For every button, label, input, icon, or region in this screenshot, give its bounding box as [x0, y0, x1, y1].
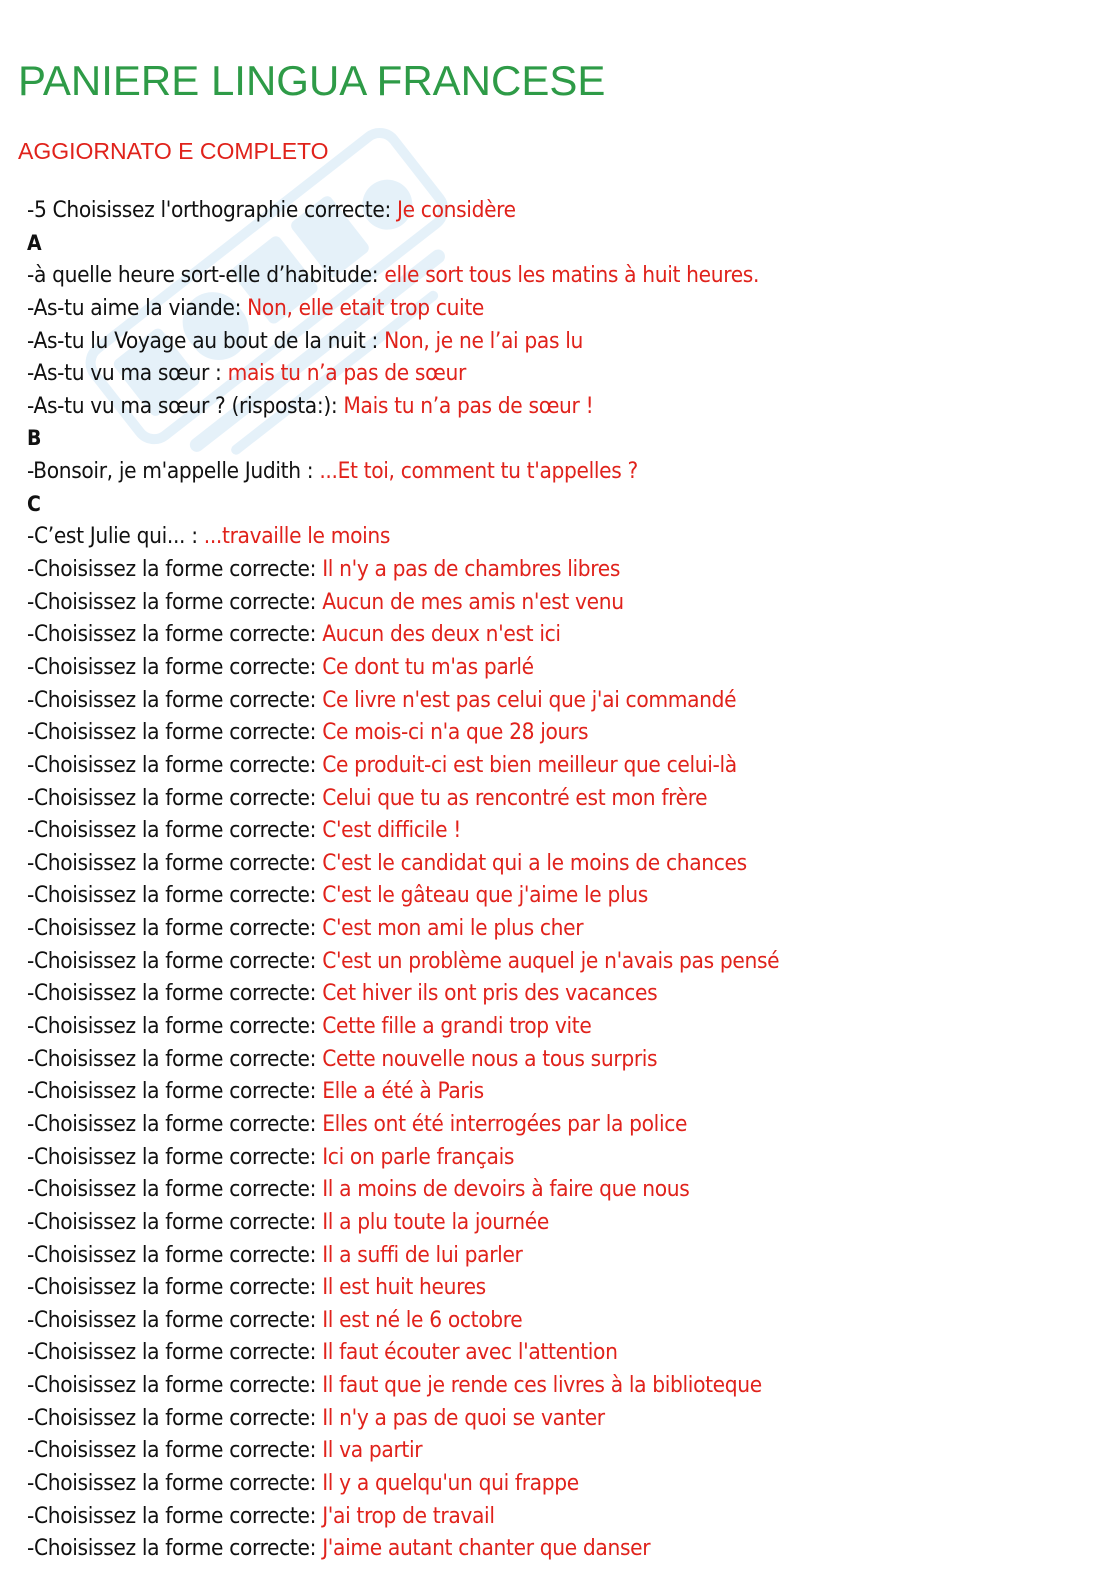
answer-text: Ce produit-ci est bien meilleur que celui-là [322, 751, 737, 778]
qa-line [27, 1532, 1107, 1565]
answer-text: Elle a été à Paris [322, 1078, 484, 1105]
qa-line [27, 553, 1107, 586]
answer-text: Cette nouvelle nous a tous surpris [322, 1045, 658, 1072]
qa-line [27, 1043, 1107, 1076]
qa-line [27, 684, 1107, 717]
qa-line [27, 912, 1107, 945]
qa-line [27, 1141, 1107, 1174]
question-text: -Choisissez la forme correcte: [27, 1013, 323, 1040]
question-text: -Choisissez la forme correcte: [27, 1372, 323, 1399]
section-heading: B [27, 426, 42, 451]
question-text: -Choisissez la forme correcte: [27, 686, 323, 713]
answer-text: Aucun des deux n'est ici [322, 621, 561, 648]
question-text: -As-tu vu ma sœur : [27, 360, 228, 387]
question-text: -5 Choisissez l'orthographie correcte: [27, 197, 397, 223]
qa-line [27, 945, 1107, 978]
question-text: -Choisissez la forme correcte: [27, 1045, 323, 1072]
qa-line [27, 292, 1107, 325]
qa-line [27, 1108, 1107, 1141]
question-text: -Choisissez la forme correcte: [27, 1110, 323, 1137]
question-text: -Choisissez la forme correcte: [27, 653, 323, 680]
question-text: -Choisissez la forme correcte: [27, 1208, 323, 1235]
answer-text: Il a plu toute la journée [322, 1208, 549, 1235]
page-subtitle: AGGIORNATO E COMPLETO [18, 138, 329, 164]
question-text: -Choisissez la forme correcte: [27, 1502, 323, 1529]
question-text: -Choisissez la forme correcte: [27, 1404, 323, 1431]
qa-line [27, 651, 1107, 684]
answer-text: Ici on parle français [322, 1143, 515, 1170]
answer-text: Il n'y a pas de chambres libres [322, 556, 621, 583]
question-text: -As-tu vu ma sœur ? (risposta:): [27, 392, 344, 419]
answer-text: C'est difficile ! [322, 817, 462, 844]
qa-line [27, 618, 1107, 651]
question-text: -Choisissez la forme correcte: [27, 947, 323, 974]
qa-line [27, 455, 1107, 488]
page-title: PANIERE LINGUA FRANCESE [18, 57, 606, 104]
question-text: -As-tu aime la viande: [27, 294, 248, 321]
question-text: -Bonsoir, je m'appelle Judith : [27, 458, 320, 485]
question-text: -Choisissez la forme correcte: [27, 1241, 323, 1268]
qa-line [27, 749, 1107, 782]
question-text: -Choisissez la forme correcte: [27, 1339, 323, 1366]
answer-text: Il y a quelqu'un qui frappe [322, 1469, 579, 1496]
answer-text: Mais tu n’a pas de sœur ! [343, 392, 594, 419]
question-text: -C’est Julie qui... : [27, 523, 204, 550]
qa-line [27, 357, 1107, 390]
qa-list [27, 194, 1107, 1565]
question-text: -Choisissez la forme correcte: [27, 1306, 323, 1333]
answer-text: Il n'y a pas de quoi se vanter [322, 1404, 605, 1431]
qa-line [27, 1434, 1107, 1467]
answer-text: Il faut que je rende ces livres à la biblioteque [322, 1372, 762, 1399]
qa-line [27, 716, 1107, 749]
answer-text: Il est huit heures [322, 1274, 486, 1301]
qa-line [27, 1010, 1107, 1043]
qa-line [27, 325, 1107, 358]
question-text: -Choisissez la forme correcte: [27, 849, 323, 876]
question-text: -Choisissez la forme correcte: [27, 1437, 323, 1464]
question-text: -à quelle heure sort-elle d’habitude: [27, 262, 385, 289]
answer-text: elle sort tous les matins à huit heures. [384, 262, 760, 289]
answer-text: Il va partir [322, 1437, 423, 1464]
answer-text: Il est né le 6 octobre [322, 1306, 523, 1333]
question-text: -Choisissez la forme correcte: [27, 784, 323, 811]
answer-text: Aucun de mes amis n'est venu [322, 588, 624, 615]
qa-line [27, 1304, 1107, 1337]
question-text: -Choisissez la forme correcte: [27, 1143, 323, 1170]
question-text: -Choisissez la forme correcte: [27, 915, 323, 942]
question-text: -Choisissez la forme correcte: [27, 1274, 323, 1301]
question-text: -Choisissez la forme correcte: [27, 751, 323, 778]
answer-text: ...Et toi, comment tu t'appelles ? [319, 458, 638, 485]
qa-line [27, 814, 1107, 847]
answer-text: Elles ont été interrogées par la police [322, 1110, 688, 1137]
qa-line [27, 1075, 1107, 1108]
question-text: -Choisissez la forme correcte: [27, 621, 323, 648]
answer-text: mais tu n’a pas de sœur [227, 360, 466, 387]
answer-text: Ce dont tu m'as parlé [322, 653, 534, 680]
answer-text: ...travaille le moins [203, 523, 391, 550]
answer-text: Non, elle etait trop cuite [247, 294, 485, 321]
qa-line [27, 194, 1107, 227]
answer-text: Il a moins de devoirs à faire que nous [322, 1176, 690, 1203]
question-text: -Choisissez la forme correcte: [27, 882, 323, 909]
qa-line [27, 1369, 1107, 1402]
answer-text: Ce mois-ci n'a que 28 jours [322, 719, 589, 746]
answer-text: J'aime autant chanter que danser [322, 1535, 651, 1562]
answer-text: C'est le candidat qui a le moins de chances [322, 849, 747, 876]
answer-text: Cette fille a grandi trop vite [322, 1013, 592, 1040]
qa-line [27, 1271, 1107, 1304]
question-text: -Choisissez la forme correcte: [27, 1078, 323, 1105]
answer-text: Il a suffi de lui parler [322, 1241, 523, 1268]
qa-line [27, 1206, 1107, 1239]
section-heading: C [27, 491, 41, 516]
qa-line [27, 1173, 1107, 1206]
question-text: -Choisissez la forme correcte: [27, 719, 323, 746]
question-text: -Choisissez la forme correcte: [27, 1176, 323, 1203]
answer-text: Celui que tu as rencontré est mon frère [322, 784, 708, 811]
qa-line [27, 782, 1107, 815]
qa-line [27, 1467, 1107, 1500]
question-text: -Choisissez la forme correcte: [27, 556, 323, 583]
answer-text: C'est un problème auquel je n'avais pas pensé [322, 947, 780, 974]
section-heading: A [27, 230, 42, 255]
question-text: -Choisissez la forme correcte: [27, 588, 323, 615]
question-text: -As-tu lu Voyage au bout de la nuit : [27, 327, 385, 354]
answer-text: C'est le gâteau que j'aime le plus [322, 882, 648, 909]
question-text: -Choisissez la forme correcte: [27, 817, 323, 844]
qa-line [27, 390, 1107, 423]
qa-line [27, 977, 1107, 1010]
answer-text: C'est mon ami le plus cher [322, 915, 584, 942]
answer-text: Ce livre n'est pas celui que j'ai commandé [322, 686, 737, 713]
qa-line [27, 1402, 1107, 1435]
answer-text: J'ai trop de travail [322, 1502, 495, 1529]
answer-text: Cet hiver ils ont pris des vacances [322, 980, 658, 1007]
question-text: -Choisissez la forme correcte: [27, 1535, 323, 1562]
question-text: -Choisissez la forme correcte: [27, 1469, 323, 1496]
answer-text: Il faut écouter avec l'attention [322, 1339, 618, 1366]
qa-line [27, 879, 1107, 912]
qa-line [27, 259, 1107, 292]
qa-line [27, 1239, 1107, 1272]
question-text: -Choisissez la forme correcte: [27, 980, 323, 1007]
qa-line [27, 1336, 1107, 1369]
qa-line [27, 520, 1107, 553]
qa-line [27, 1500, 1107, 1533]
answer-text: Je considère [397, 197, 516, 223]
answer-text: Non, je ne l’ai pas lu [384, 327, 583, 354]
qa-line [27, 847, 1107, 880]
qa-line [27, 586, 1107, 619]
